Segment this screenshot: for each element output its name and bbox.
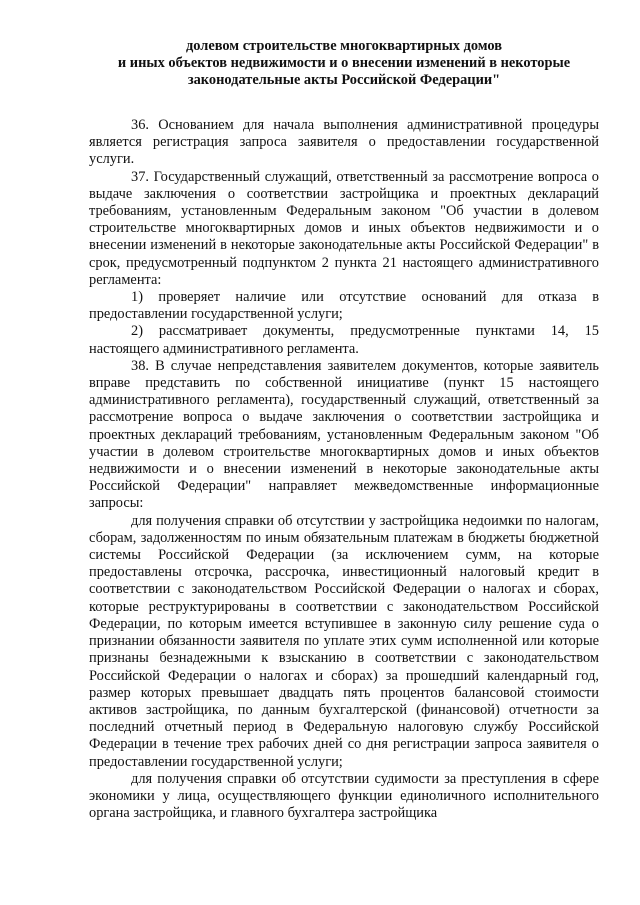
paragraph-37-item-2: 2) рассматривает документы, предусмотренные пунктами 14, 15 настоящего административного регламента. — [89, 323, 599, 357]
paragraph-37-item-1: 1) проверяет наличие или отсутствие оснований для отказа в предоставлении государственной услуги; — [89, 289, 599, 323]
document-body — [89, 117, 599, 822]
header-line-1: долевом строительстве многоквартирных домов — [185, 38, 503, 54]
paragraph-37: 37. Государственный служащий, ответственный за рассмотрение вопроса о выдаче заключения о соответствии застройщика и проектных деклараций требованиям, установленным Федеральным законом "Об участии в долевом строительстве многоквартирных домов и иных объектов недвижимости и о внесении изменений в некоторые законодательные акты Российской Федерации" в срок, предусмотренный подпунктом 2 пункта 21 настоящего административного регламента: — [89, 168, 599, 288]
document-header — [89, 38, 599, 89]
paragraph-38: 38. В случае непредставления заявителем документов, которые заявитель вправе представить по собственной инициативе (пункт 15 настоящего административного регламента), государственный служащий, ответственный за рассмотрение вопроса о выдаче заключения о соответствии застройщика и проектных деклараций требованиям, установленным Федеральным законом "Об участии в долевом строительстве многоквартирных домов и иных объектов недвижимости и о внесении изменений в некоторые законодательные акты Российской Федерации" направляет межведомственные информационные запросы: — [89, 357, 599, 512]
paragraph-36: 36. Основанием для начала выполнения административной процедуры является регистрация запроса заявителя о предоставлении государственной услуги. — [89, 117, 599, 168]
header-line-2: и иных объектов недвижимости и о внесении изменений в некоторые — [117, 55, 571, 71]
paragraph-38-request-tax: для получения справки об отсутствии у застройщика недоимки по налогам, сборам, задолженностям по иным обязательным платежам в бюджеты бюджетной системы Российской Федерации (за исключением сумм, на которые предоставлены отсрочка, рассрочка, инвестиционный налоговый кредит в соответствии с законодательством Российской Федерации о налогах и сборах, которые реструктурированы в соответствии с законодательством Российской Федерации, по которым имеется вступившее в законную силу решение суда о признании обязанности заявителя по уплате этих сумм исполненной или которые признаны безнадежными к взысканию в соответствии с законодательством Российской Федерации о налогах и сборах) за прошедший календарный год, размер которых превышает двадцать пять процентов балансовой стоимости активов застройщика, по данным бухгалтерской (финансовой) отчетности за последний отчетный период в Федеральную налоговую службу Российской Федерации в течение трех рабочих дней со дня регистрации запроса заявителя о предоставлении государственной услуги; — [89, 512, 599, 770]
paragraph-38-request-criminal: для получения справки об отсутствии судимости за преступления в сфере экономики у лица, осуществляющего функции единоличного исполнительного органа застройщика, и главного бухгалтера застройщика — [89, 770, 599, 822]
header-line-3: законодательные акты Российской Федерации" — [187, 72, 501, 88]
